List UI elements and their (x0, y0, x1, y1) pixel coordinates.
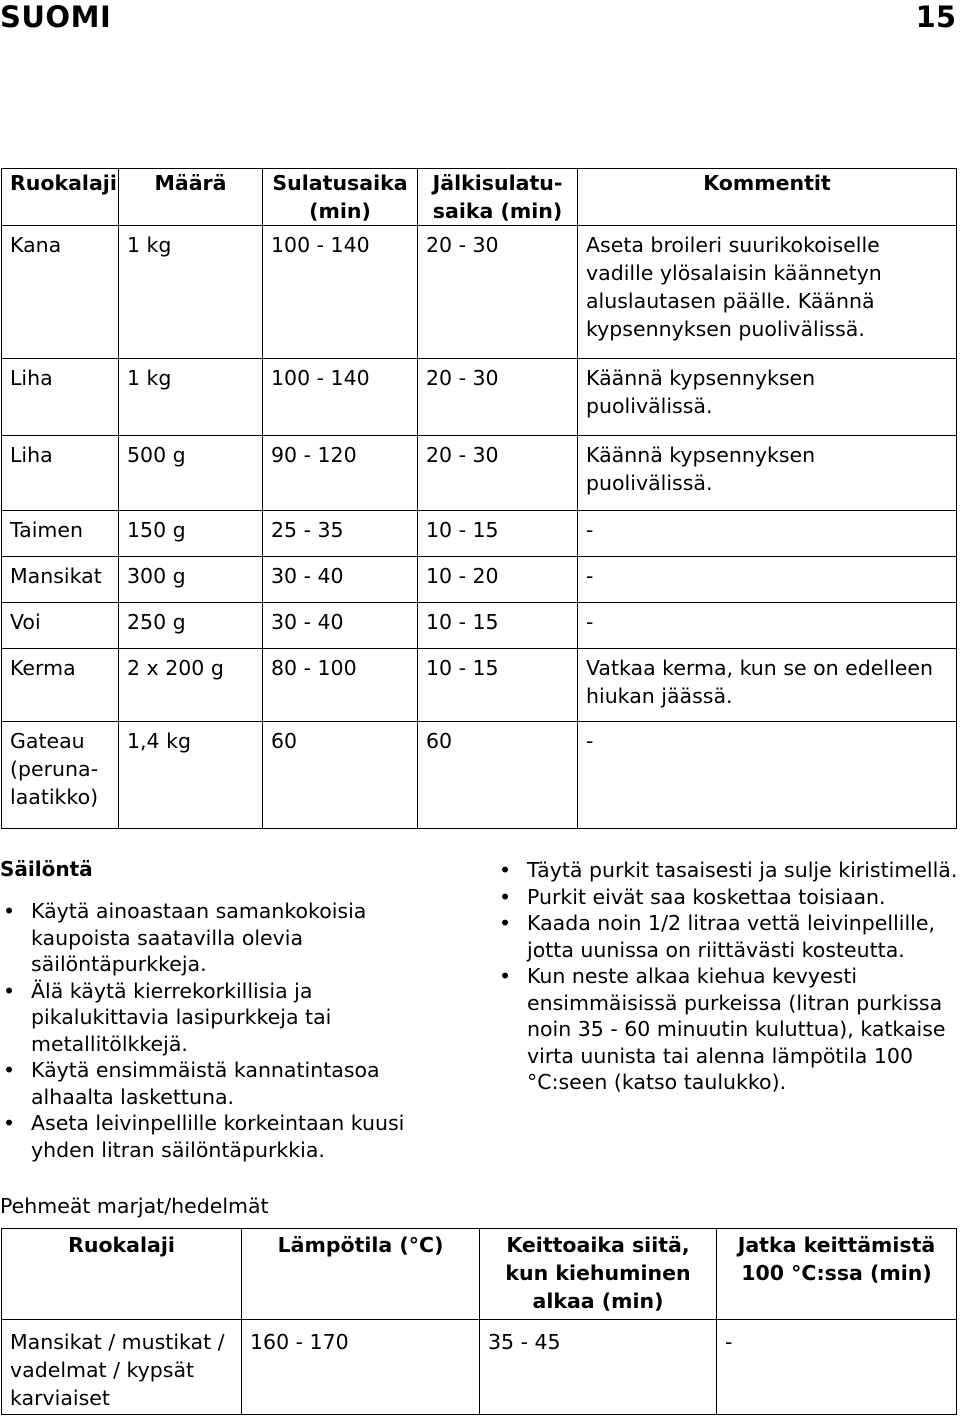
temperature-cell: 160 - 170 (242, 1320, 480, 1415)
table-row (2, 649, 957, 722)
thaw-time-cell: 100 - 140 (263, 226, 418, 359)
column-header: Lämpötila (°C) (242, 1229, 480, 1320)
amount-cell: 300 g (119, 557, 263, 603)
amount-cell: 2 x 200 g (119, 649, 263, 722)
list-item: • Kun neste alkaa kiehua kevyesti ensimmäisissä purkeissa (litran purkissa noin 35 - 60 minuutin kuluttua), katkaise virta uunista tai alenna lämpötila 100 °C:seen (katso taulukko). (496, 963, 960, 1096)
column-header: Ruokalaji (2, 169, 119, 226)
comment-cell: - (578, 557, 957, 603)
food-cell: Mansikat (2, 557, 119, 603)
page-number: 15 (915, 0, 956, 34)
storage-list-left (0, 898, 430, 1163)
table-row (2, 511, 957, 557)
table-row (2, 722, 957, 829)
food-cell: Kerma (2, 649, 119, 722)
thaw-time-cell: 90 - 120 (263, 436, 418, 511)
list-item: • Aseta leivinpellille korkeintaan kuusi yhden litran säilöntäpurkkia. (0, 1110, 430, 1163)
list-item: • Älä käytä kierrekorkillisia ja pikalukittavia lasipurkkeja tai metallitölkkejä. (0, 978, 430, 1058)
post-thaw-cell: 20 - 30 (418, 359, 578, 436)
column-header: Ruokalaji (2, 1229, 242, 1320)
food-cell: Taimen (2, 511, 119, 557)
comment-cell: Aseta broileri suurikokoiselle vadille ylösalaisin käännetyn aluslautasen päälle. Käännä kypsennyksen puolivälissä. (578, 226, 957, 359)
post-thaw-cell: 10 - 15 (418, 603, 578, 649)
table-row (2, 436, 957, 511)
column-header: Kommentit (578, 169, 957, 226)
cooking-time-cell: 35 - 45 (480, 1320, 717, 1415)
section-title: SUOMI (0, 0, 112, 34)
amount-cell: 500 g (119, 436, 263, 511)
food-cell: Voi (2, 603, 119, 649)
thaw-time-cell: 100 - 140 (263, 359, 418, 436)
comment-cell: - (578, 722, 957, 829)
comment-cell: Käännä kypsennyksen puolivälissä. (578, 436, 957, 511)
table-header-row (2, 1229, 957, 1320)
amount-cell: 250 g (119, 603, 263, 649)
food-cell: Liha (2, 436, 119, 511)
comment-cell: Vatkaa kerma, kun se on edelleen hiukan jäässä. (578, 649, 957, 722)
food-cell: Mansikat / mustikat / vadelmat / kypsät karviaiset (2, 1320, 242, 1415)
post-thaw-cell: 20 - 30 (418, 226, 578, 359)
post-thaw-cell: 20 - 30 (418, 436, 578, 511)
column-header: Jatka keittämistä 100 °C:ssa (min) (717, 1229, 957, 1320)
column-header: Määrä (119, 169, 263, 226)
amount-cell: 1 kg (119, 226, 263, 359)
comment-cell: - (578, 603, 957, 649)
table-header-row (2, 169, 957, 226)
berries-table (1, 1228, 957, 1415)
food-cell: Liha (2, 359, 119, 436)
comment-cell: - (578, 511, 957, 557)
thaw-time-cell: 60 (263, 722, 418, 829)
column-header: Jälkisulatu-saika (min) (418, 169, 578, 226)
thaw-time-cell: 30 - 40 (263, 603, 418, 649)
food-cell: Gateau (peruna-laatikko) (2, 722, 119, 829)
storage-heading: Säilöntä (0, 857, 93, 881)
thaw-time-cell: 80 - 100 (263, 649, 418, 722)
table-row (2, 603, 957, 649)
list-item: • Purkit eivät saa koskettaa toisiaan. (496, 884, 960, 911)
post-thaw-cell: 60 (418, 722, 578, 829)
table-row (2, 557, 957, 603)
storage-list-right (496, 857, 960, 1096)
list-item: • Täytä purkit tasaisesti ja sulje kiristimellä. (496, 857, 960, 884)
berries-table-title: Pehmeät marjat/hedelmät (0, 1194, 269, 1218)
amount-cell: 1,4 kg (119, 722, 263, 829)
thaw-time-cell: 25 - 35 (263, 511, 418, 557)
post-thaw-cell: 10 - 20 (418, 557, 578, 603)
column-header: Keittoaika siitä, kun kiehuminen alkaa (min) (480, 1229, 717, 1320)
post-thaw-cell: 10 - 15 (418, 511, 578, 557)
amount-cell: 1 kg (119, 359, 263, 436)
table-row (2, 1320, 957, 1415)
defrost-table (1, 168, 957, 829)
list-item: • Käytä ensimmäistä kannatintasoa alhaalta laskettuna. (0, 1057, 430, 1110)
food-cell: Kana (2, 226, 119, 359)
post-thaw-cell: 10 - 15 (418, 649, 578, 722)
list-item: • Kaada noin 1/2 litraa vettä leivinpellille, jotta uunissa on riittävästi kosteutta. (496, 910, 960, 963)
thaw-time-cell: 30 - 40 (263, 557, 418, 603)
column-header: Sulatusaika (min) (263, 169, 418, 226)
table-row (2, 359, 957, 436)
amount-cell: 150 g (119, 511, 263, 557)
table-row (2, 226, 957, 359)
continue-time-cell: - (717, 1320, 957, 1415)
comment-cell: Käännä kypsennyksen puolivälissä. (578, 359, 957, 436)
list-item: • Käytä ainoastaan samankokoisia kaupoista saatavilla olevia säilöntäpurkkeja. (0, 898, 430, 978)
